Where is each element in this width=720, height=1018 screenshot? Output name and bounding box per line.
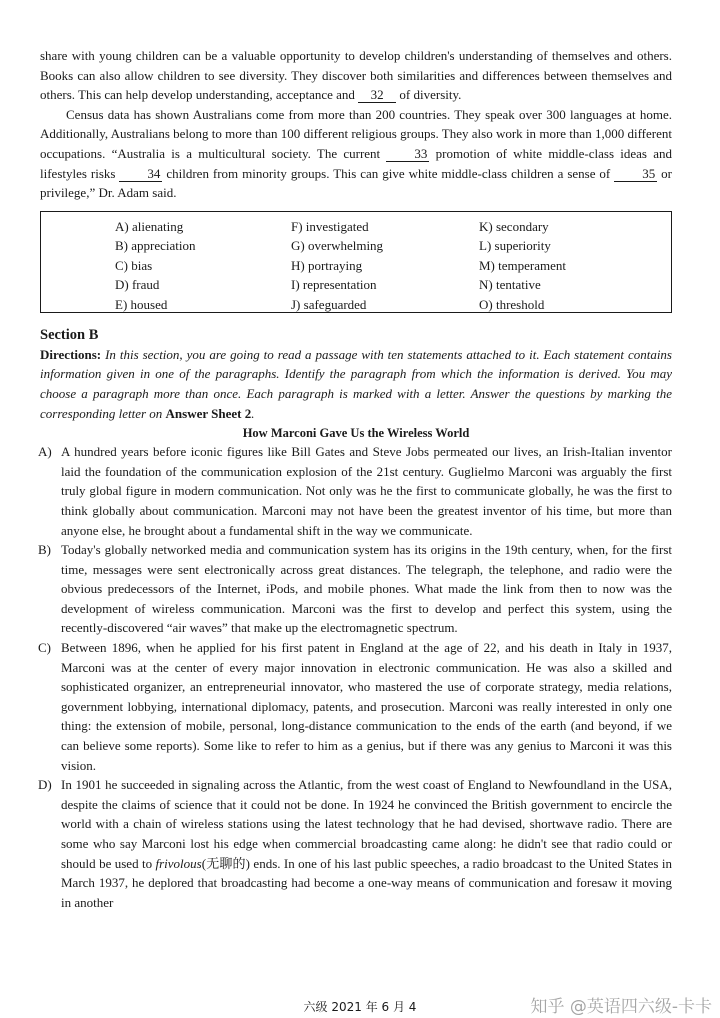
word-option: G) overwhelming: [291, 238, 384, 254]
paragraph-1: [40, 46, 672, 105]
paragraph-label: D): [38, 777, 52, 793]
chinese-gloss: (无聊的): [201, 855, 251, 871]
word-option: L) superiority: [479, 238, 551, 254]
paragraph-text: Between 1896, when he applied for his first patent in England at the age of 22, and his death in Italy in 1937, Marconi was at the center of every major innovation in electronic communication. He was also a skilled and sophisticated organizer, an entrepreneurial innovator, who mastered the use of corporate strategy, media relations, government lobbying, international diplomacy, patents, and prosecution. Marconi was really interested in only one thing: the extension of mobile, personal, long-distance communication to the ends of the earth (and beyond, if we can believe some reports). Some like to refer to him as a genius, but if there was any genius to Marconi it was this vision.: [61, 640, 672, 773]
word-bank-column-3: [479, 217, 566, 315]
blank-34: 34: [119, 166, 162, 182]
paragraph-text: or privilege,” Dr. Adam said.: [40, 165, 672, 201]
answer-sheet-label: Answer Sheet 2: [165, 405, 252, 421]
section-b-heading: Section B: [40, 326, 99, 343]
article-paragraph-d: [40, 775, 672, 912]
word-option: N) tentative: [479, 277, 541, 293]
article-paragraph-b: [40, 540, 672, 638]
word-option: I) representation: [291, 277, 377, 293]
word-option: K) secondary: [479, 218, 549, 234]
paragraph-text: Today's globally networked media and communication system has its origins in the 19th century, when, for the first time, messages were sent electronically across great distances. The telegraph, the telephone, and radio were the obvious predecessors of the Internet, iPods, and mobile phones. What made the link from then to now was the development of wireless communication. Marconi was the first to develop and perfect this system, using the recently-discovered “air waves” that make up the electromagnetic spectrum.: [61, 542, 672, 636]
directions: [40, 345, 672, 423]
paragraph-label: B): [38, 542, 51, 558]
paragraph-text: promotion of white middle-class ideas and lifestyles risks: [40, 145, 673, 181]
blank-35: 35: [614, 166, 657, 182]
paragraph-text: In 1901 he succeeded in signaling across the Atlantic, from the west coast of England to Newfoundland in the USA, despite the claims of science that it could not be done. In 1924 he convinced the British government to encircle the world with a chain of wireless stations using the latest technology that he had devised, shortwave radio. There are some who say Marconi lost his edge when commercial broadcasting came along: he didn't see that radio could or should be used to: [61, 777, 672, 871]
paragraph-2: [40, 105, 672, 203]
paragraph-label: A): [38, 444, 52, 460]
word-option: H) portraying: [291, 257, 363, 273]
word-bank: [40, 211, 672, 313]
exam-page: [40, 46, 672, 912]
blank-32: 32: [358, 87, 396, 103]
page-footer: 六级 2021 年 6 月 4: [303, 1000, 417, 1014]
word-option: A) alienating: [115, 218, 184, 234]
word-option: J) safeguarded: [291, 296, 367, 312]
blank-33: 33: [386, 146, 429, 162]
directions-label: Directions:: [40, 346, 102, 362]
word-option: B) appreciation: [115, 238, 196, 254]
italic-term: frivolous: [155, 855, 202, 871]
word-bank-column-1: [115, 217, 196, 315]
article-paragraph-c: [40, 638, 672, 775]
watermark: 知乎 @英语四六级-卡卡: [530, 997, 712, 1017]
directions-text: In this section, you are going to read a passage with ten statements attached to it. Each statement contains information given in one of the paragraphs. Identify the paragraph from which the information is derived. You may choose a paragraph more than once. Each paragraph is marked with a letter. Answer the questions by marking the corresponding letter on: [40, 346, 672, 421]
word-option: F) investigated: [291, 218, 369, 234]
paragraph-text: share with young children can be a valuable opportunity to develop children's understanding of themselves and others. Books can also allow children to see diversity. They discover both similarities and differences between themselves and others. This can help develop understanding, acceptance and: [40, 48, 672, 103]
word-option: E) housed: [115, 296, 168, 312]
word-bank-column-2: [291, 217, 383, 315]
paragraph-text: children from minority groups. This can give white middle-class children a sense of: [162, 165, 615, 181]
word-option: M) temperament: [479, 257, 566, 273]
paragraph-label: C): [38, 640, 51, 656]
word-option: O) threshold: [479, 296, 545, 312]
word-option: D) fraud: [115, 277, 160, 293]
article-title: How Marconi Gave Us the Wireless World: [242, 426, 470, 441]
paragraph-text: A hundred years before iconic figures like Bill Gates and Steve Jobs permeated our lives, an Irish-Italian inventor laid the foundation of the communication explosion of the 21st century. Guglielmo Marconi was arguably the first truly global figure in modern communication. Not only was he the first to communicate globally, he was the first to think globally about communication. Marconi may not have been the greatest inventor of his time, but more than anyone else, he brought about a fundamental shift in the way we communicate.: [61, 444, 672, 538]
paragraph-text: ends. In one of his last public speeches, a radio broadcast to the United States in March 1937, he deplored that broadcasting had become a one-way means of communication and foresaw it moving in another: [61, 855, 672, 910]
word-option: C) bias: [115, 257, 153, 273]
paragraph-text: Census data has shown Australians come from more than 200 countries. They speak over 300 languages at home. Additionally, Australians belong to more than 100 different religious groups. They also work in more than 1,000 different occupations. “Australia is a multicultural society. The current: [40, 106, 672, 161]
paragraph-text: of diversity.: [396, 87, 462, 103]
directions-end: .: [251, 405, 255, 421]
article-paragraph-a: [40, 442, 672, 540]
